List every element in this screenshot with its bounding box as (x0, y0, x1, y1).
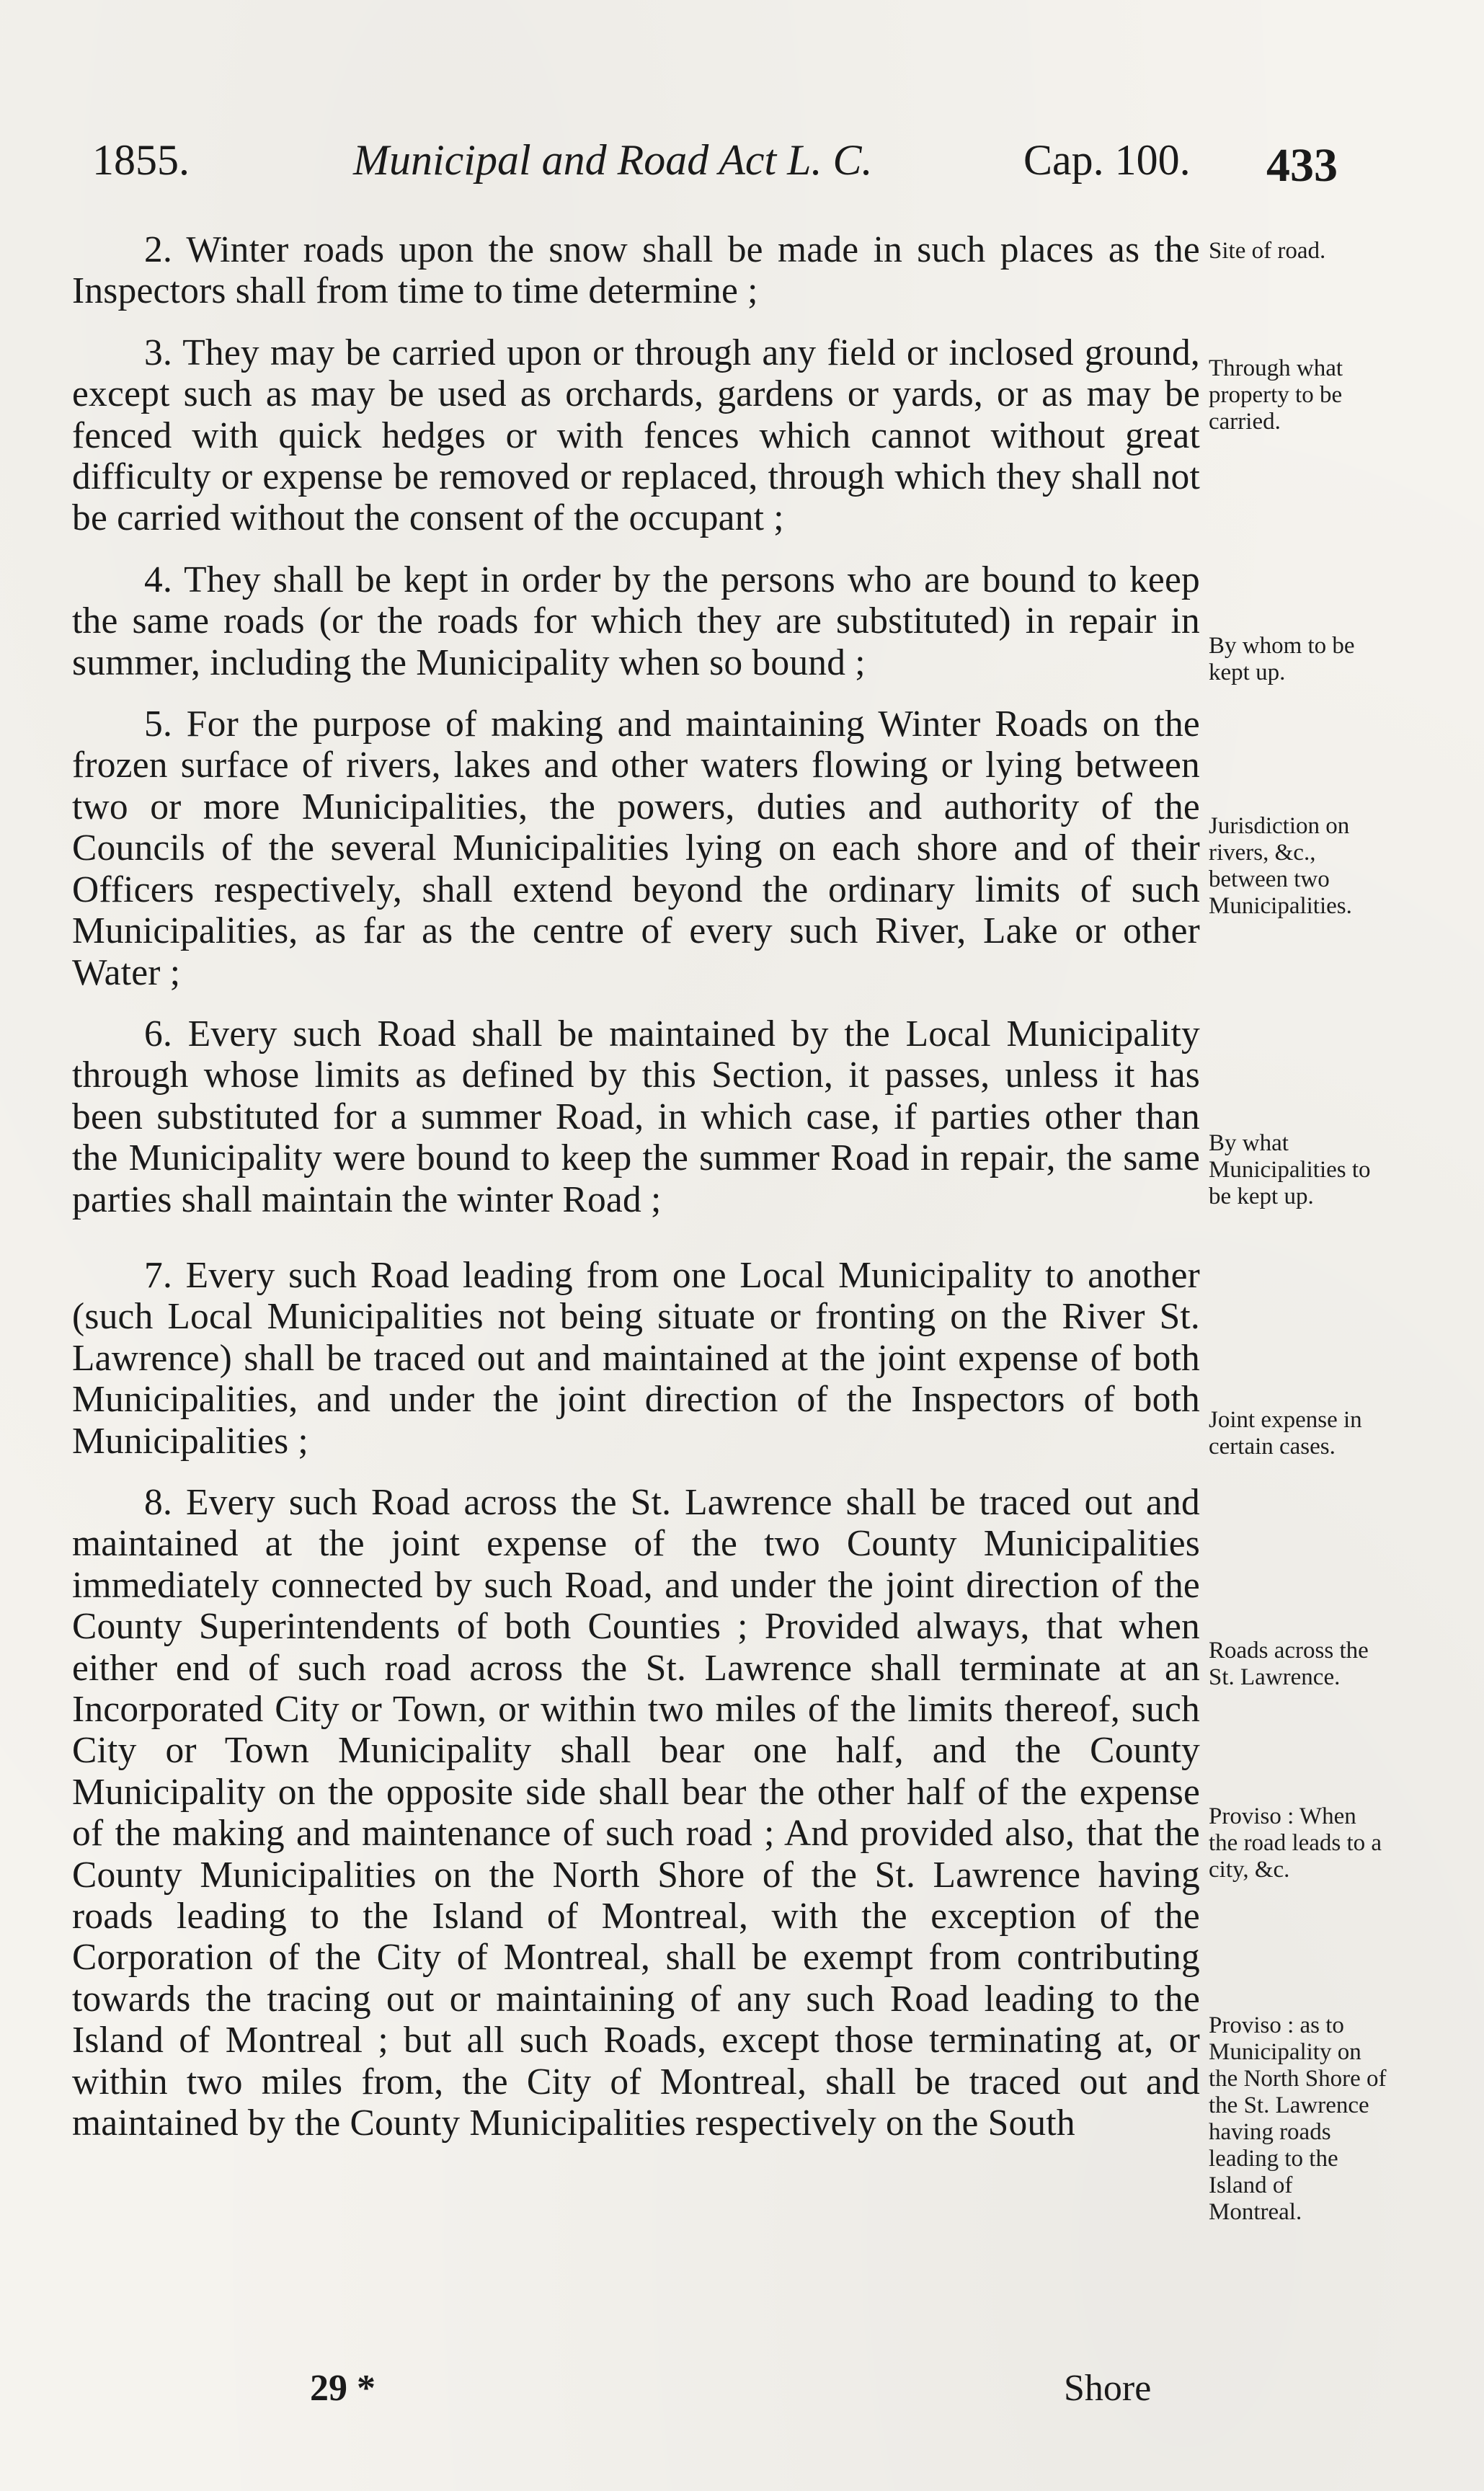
section-8-paragraph: 8. Every such Road across the St. Lawrence shall be traced out and maintained at the joint expense of the two County Municipalities immediately connected by such Road, and under the joint direction of the County Superintendents of both Counties ; Provided always, that when either end of such road across the St. Lawrence shall terminate at an Incorporated City or Town, or within two miles of the limits thereof, such City or Town Municipality shall bear one half, and the County Municipality on the opposite side shall bear the other half of the expense of the making and maintenance of such road ; And provided also, that the County Municipalities on the North Shore of the St. Lawrence having roads leading to the Island of Montreal, with the exception of the Corporation of the City of Montreal, shall be exempt from contributing towards the tracing out or maintaining of any such Road leading to the Island of Montreal ; but all such Roads, except those terminating at, or within two miles from, the City of Montreal, shall be traced out and maintained by the County Municipalities respectively on the South (72, 1481, 1200, 2144)
section-3-paragraph: 3. They may be carried upon or through any field or inclosed ground, except such as may be used as orchards, gardens or yards, or as may be fenced with quick hedges or with fences which cannot without great difficulty or expense be removed or replaced, through which they shall not be carried without the consent of the occupant ; (72, 332, 1200, 539)
signature-mark: 29 * (310, 2368, 376, 2409)
section-2-paragraph: 2. Winter roads upon the snow shall be made in such places as the Inspectors shall from time to time determine ; (72, 229, 1200, 312)
margin-note-through-what-property: Through what property to be carried. (1209, 355, 1343, 435)
running-header (0, 136, 1484, 200)
body-text-column (72, 229, 1200, 2144)
margin-note-roads-across-st-lawrence: Roads across the St. Lawrence. (1209, 1638, 1369, 1690)
margin-note-site-of-road: Site of road. (1209, 238, 1326, 264)
section-4-paragraph: 4. They shall be kept in order by the persons who are bound to keep the same roads (or the roads for which they are substituted) in repair in summer, including the Municipality when so bound ; (72, 559, 1200, 683)
margin-note-jurisdiction-rivers: Jurisdiction on rivers, &c., between two Municipalities. (1209, 813, 1352, 919)
margin-note-by-whom-kept-up: By whom to be kept up. (1209, 633, 1355, 685)
margin-note-by-what-municipalities: By what Municipalities to be kept up. (1209, 1130, 1371, 1209)
header-title: Municipal and Road Act L. C. (353, 136, 873, 184)
margin-note-proviso-north-shore: Proviso : as to Municipality on the North Shore of the St. Lawrence having roads leading to the Island of Montreal. (1209, 2012, 1387, 2225)
page-footer (0, 2367, 1484, 2417)
section-5-paragraph: 5. For the purpose of making and maintaining Winter Roads on the frozen surface of rivers, lakes and other waters flowing or lying between two or more Municipalities, the powers, duties and authority of the Councils of the several Municipalities lying on each shore and of their Officers respectively, shall extend beyond the ordinary limits of such Municipalities, as far as the centre of every such River, Lake or other Water ; (72, 703, 1200, 993)
section-6-paragraph: 6. Every such Road shall be maintained by the Local Municipality through whose limits as defined by this Section, it passes, unless it has been substituted for a summer Road, in which case, if parties other than the Municipality were bound to keep the summer Road in repair, the same parties shall maintain the winter Road ; (72, 1013, 1200, 1220)
margin-note-proviso-city: Proviso : When the road leads to a city, &c. (1209, 1803, 1382, 1883)
header-chapter: Cap. 100. (1023, 136, 1191, 184)
catchword: Shore (1064, 2368, 1152, 2409)
header-year: 1855. (92, 136, 190, 184)
section-7-paragraph: 7. Every such Road leading from one Local Municipality to another (such Local Municipalities not being situate or fronting on the River St. Lawrence) shall be traced out and maintained at the joint expense of both Municipalities, and under the joint direction of the Inspectors of both Municipalities ; (72, 1254, 1200, 1462)
margin-note-joint-expense: Joint expense in certain cases. (1209, 1407, 1362, 1460)
page-number: 433 (1266, 139, 1338, 192)
